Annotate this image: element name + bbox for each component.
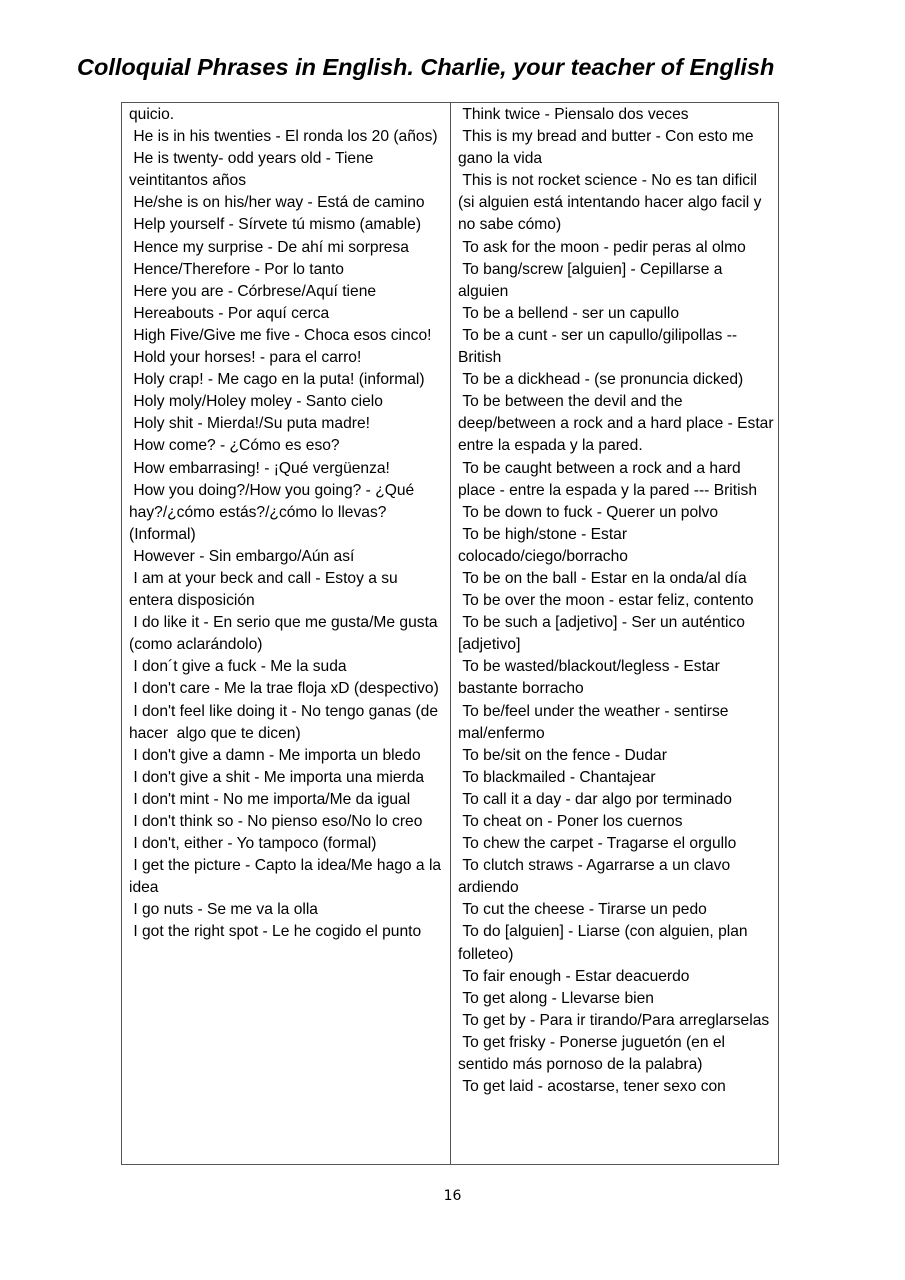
right-column xyxy=(451,103,778,1164)
phrase-entry: To be/sit on the fence - Dudar xyxy=(458,746,667,764)
phrase-entry: I don´t give a fuck - Me la suda xyxy=(129,658,347,676)
phrase-entry: I got the right spot - Le he cogido el punto xyxy=(129,923,422,941)
phrase-entry: I do like it - En serio que me gusta/Me gusta (como aclarándolo) xyxy=(129,614,442,654)
phrase-entry: Hence/Therefore - Por lo tanto xyxy=(129,260,344,278)
phrase-entry: Help yourself - Sírvete tú mismo (amable) xyxy=(129,216,422,234)
phrase-entry: I am at your beck and call - Estoy a su entera disposición xyxy=(129,569,403,610)
phrase-entry: Holy crap! - Me cago en la puta! (informal) xyxy=(129,371,425,389)
phrase-entry: To bang/screw [alguien] - Cepillarse a alguien xyxy=(458,260,727,300)
phrase-entry: Hold your horses! - para el carro! xyxy=(129,349,362,367)
phrase-entry: He/she is on his/her way - Está de camino xyxy=(129,194,425,212)
phrase-entry: High Five/Give me five - Choca esos cinco! xyxy=(129,326,432,344)
phrase-entry: To get laid - acostarse, tener sexo con xyxy=(458,1078,726,1096)
phrase-entry: How you doing?/How you going? - ¿Qué hay?/¿cómo estás?/¿cómo lo llevas? (Informal) xyxy=(129,481,419,543)
phrase-entry: To blackmailed - Chantajear xyxy=(458,768,656,786)
phrase-entry: To call it a day - dar algo por terminado xyxy=(458,790,732,808)
phrase-entry: To be/feel under the weather - sentirse mal/enfermo xyxy=(458,702,733,742)
phrase-entry: Hereabouts - Por aquí cerca xyxy=(129,304,330,322)
phrase-entry: To ask for the moon - pedir peras al olmo xyxy=(458,238,746,256)
phrase-entry: To be a bellend - ser un capullo xyxy=(458,304,680,322)
phrase-entry: Hence my surprise - De ahí mi sorpresa xyxy=(129,238,409,256)
phrase-entry: To cut the cheese - Tirarse un pedo xyxy=(458,901,707,919)
phrase-entry: I don't care - Me la trae floja xD (despectivo) xyxy=(129,680,439,698)
phrase-entry: He is in his twenties - El ronda los 20 (años) xyxy=(129,128,438,146)
phrase-entry: Holy shit - Mierda!/Su puta madre! xyxy=(129,415,370,433)
phrase-entry: To be wasted/blackout/legless - Estar bastante borracho xyxy=(458,658,725,698)
phrase-entry: To be down to fuck - Querer un polvo xyxy=(458,503,719,521)
phrase-entry: This is my bread and butter - Con esto me gano la vida xyxy=(458,128,758,168)
left-column xyxy=(122,103,451,1164)
phrase-entry: To get by - Para ir tirando/Para arreglarselas xyxy=(458,1011,770,1029)
phrase-entry: To get frisky - Ponerse juguetón (en el sentido más pornoso de la palabra) xyxy=(458,1033,730,1074)
phrase-entry: To be caught between a rock and a hard place - entre la espada y la pared --- British xyxy=(458,459,758,499)
phrase-entry: To be over the moon - estar feliz, contento xyxy=(458,592,754,610)
phrase-entry: I don't, either - Yo tampoco (formal) xyxy=(129,835,377,853)
phrase-entry: I don't mint - No me importa/Me da igual xyxy=(129,790,411,808)
phrase-entry: To be such a [adjetivo] - Ser un auténtico [adjetivo] xyxy=(458,614,750,654)
phrase-entry: quicio. xyxy=(129,106,175,123)
phrase-entry: Holy moly/Holey moley - Santo cielo xyxy=(129,393,383,411)
phrase-entry: To be a dickhead - (se pronuncia dicked) xyxy=(458,371,744,389)
phrase-entry: How come? - ¿Cómo es eso? xyxy=(129,437,340,455)
phrase-entry: How embarrasing! - ¡Qué vergüenza! xyxy=(129,459,390,477)
phrase-entry: I don't feel like doing it - No tengo ganas (de hacer algo que te dicen) xyxy=(129,702,443,742)
phrase-entry: However - Sin embargo/Aún así xyxy=(129,547,355,565)
phrase-entry: To fair enough - Estar deacuerdo xyxy=(458,967,690,985)
phrase-entry: To be between the devil and the deep/between a rock and a hard place - Estar entre la espada y la pared. xyxy=(458,393,778,455)
phrase-entry: He is twenty- odd years old - Tiene veintitantos años xyxy=(129,150,378,190)
phrase-entry: To cheat on - Poner los cuernos xyxy=(458,813,683,830)
page-number: 16 xyxy=(443,1188,462,1204)
phrase-table xyxy=(121,102,779,1165)
phrase-entry: I get the picture - Capto la idea/Me hago a la idea xyxy=(129,857,446,897)
phrase-entry: To get along - Llevarse bien xyxy=(458,989,654,1007)
phrase-entry: Here you are - Córbrese/Aquí tiene xyxy=(129,282,377,300)
phrase-entry: Think twice - Piensalo dos veces xyxy=(458,106,689,123)
phrase-entry: I don't give a damn - Me importa un bledo xyxy=(129,746,421,764)
phrase-entry: To be high/stone - Estar colocado/ciego/borracho xyxy=(458,525,632,565)
phrase-entry: This is not rocket science - No es tan dificil (si alguien está intentando hacer algo facil y no sabe cómo) xyxy=(458,172,766,234)
phrase-entry: To clutch straws - Agarrarse a un clavo ardiendo xyxy=(458,857,735,897)
phrase-entry: To chew the carpet - Tragarse el orgullo xyxy=(458,835,737,853)
phrase-entry: To be on the ball - Estar en la onda/al día xyxy=(458,569,747,587)
phrase-entry: To be a cunt - ser un capullo/gilipollas -- British xyxy=(458,326,742,367)
page-title: Colloquial Phrases in English. Charlie, your teacher of English xyxy=(77,54,775,80)
phrase-entry: I don't give a shit - Me importa una mierda xyxy=(129,768,425,786)
phrase-entry: To do [alguien] - Liarse (con alguien, plan folleteo) xyxy=(458,923,752,963)
phrase-entry: I go nuts - Se me va la olla xyxy=(129,901,318,919)
phrase-entry: I don't think so - No pienso eso/No lo creo xyxy=(129,813,423,830)
